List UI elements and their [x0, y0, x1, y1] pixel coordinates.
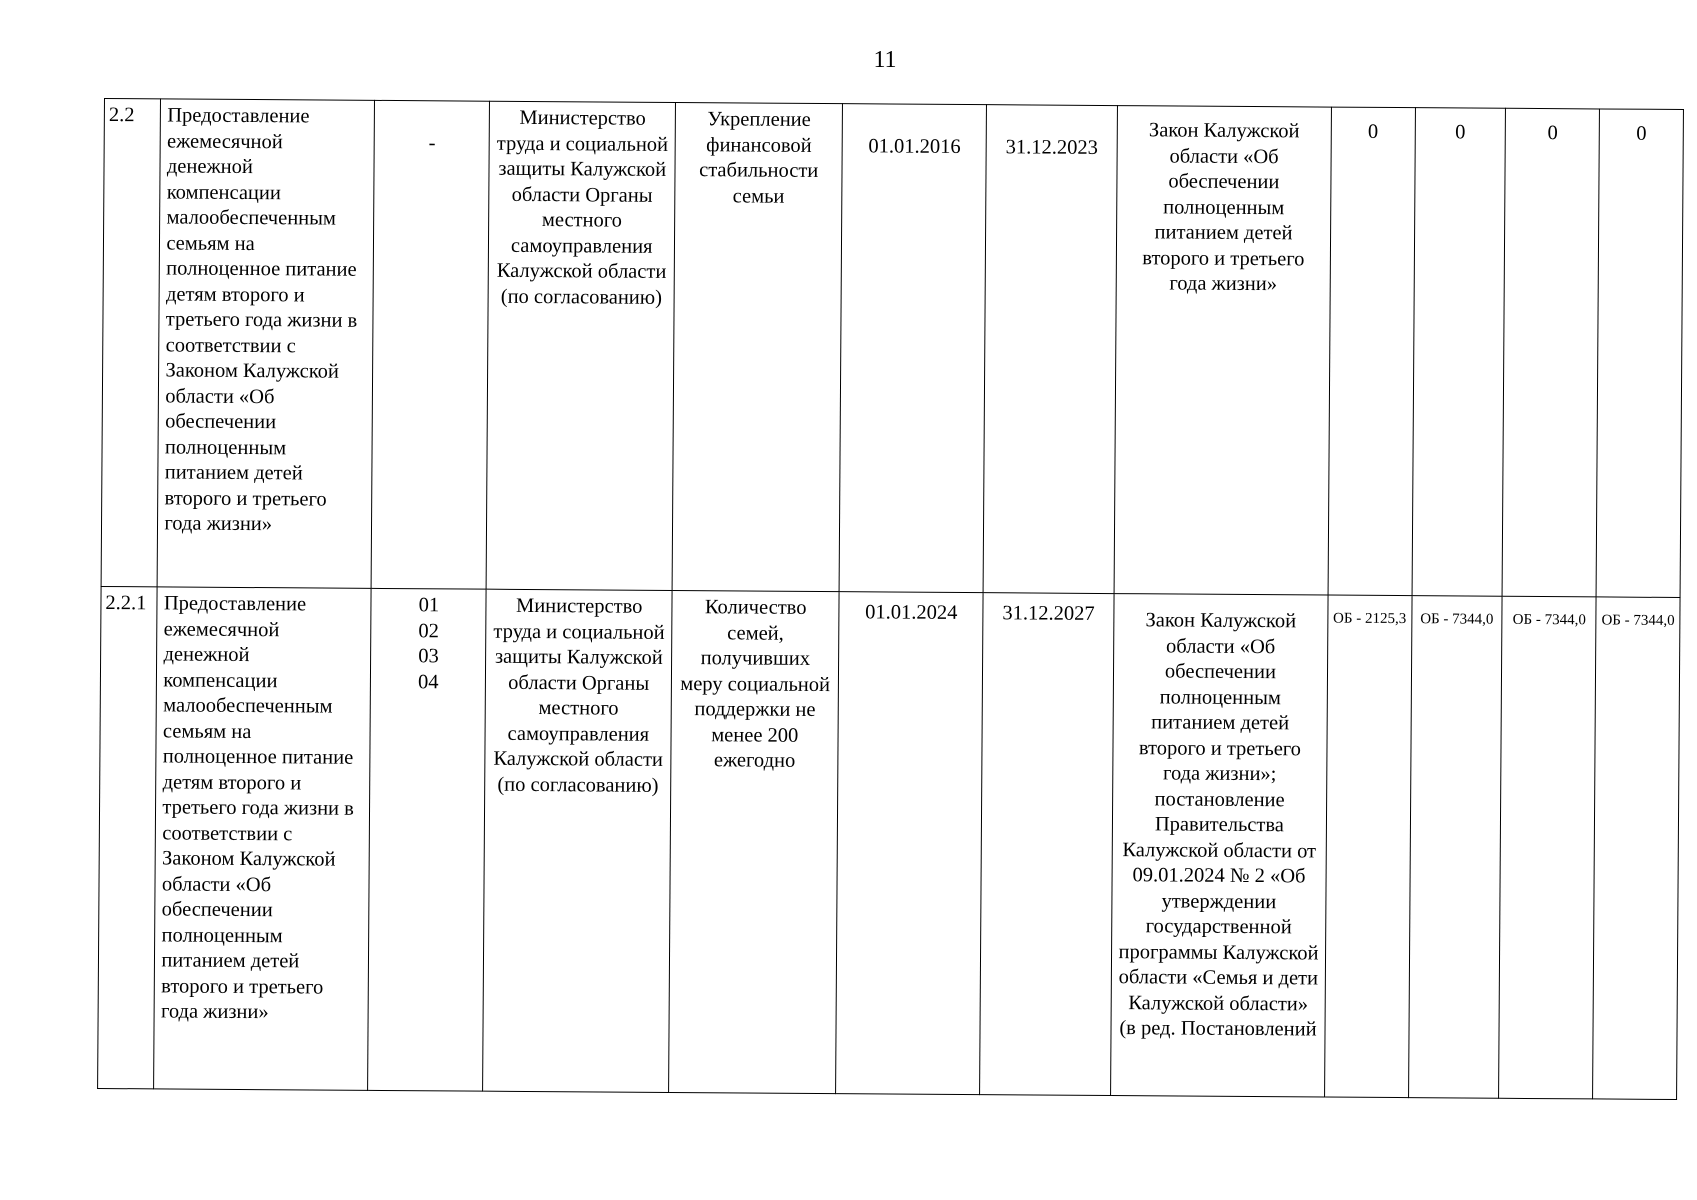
executor: Министерство труда и социальной защиты Калужской области Органы местного самоуправления Калужской области (по согласованию): [486, 101, 675, 590]
start-date: 01.01.2016: [839, 104, 987, 593]
measure-name: Предоставление ежемесячной денежной компенсации малообеспеченным семьям на полноценное питание детям второго и третьего года жизни в соответствии с Законом Калужской области «Об обеспечении полноценным питанием детей второго и третьего года жизни»: [154, 587, 372, 1090]
measures-table: [97, 98, 1684, 1100]
row-number: 2.2.1: [98, 586, 158, 1088]
financing-year-2: ОБ - 7344,0: [1408, 596, 1502, 1099]
financing-year-4: 0: [1596, 109, 1683, 598]
measure-name: Предоставление ежемесячной денежной компенсации малообеспеченным семьям на полноценное питание детям второго и третьего года жизни в соответствии с Законом Калужской области «Об обеспечении полноценным питанием детей второго и третьего года жизни»: [157, 99, 374, 588]
end-date: 31.12.2027: [980, 593, 1114, 1096]
financing-year-2: 0: [1412, 108, 1506, 597]
legal-basis: Закон Калужской области «Об обеспечении полноценным питанием детей второго и третьего года жизни»: [1114, 106, 1331, 595]
page-number: 11: [873, 47, 897, 73]
financing-year-3: ОБ - 7344,0: [1499, 596, 1596, 1099]
executor: Министерство труда и социальной защиты Калужской области Органы местного самоуправления Калужской области (по согласованию): [483, 589, 672, 1092]
measure-code: 01 02 03 04: [368, 588, 486, 1091]
table-row: [98, 586, 1680, 1099]
financing-year-1: ОБ - 2125,3: [1325, 595, 1412, 1098]
expected-result: Укрепление финансовой стабильности семьи: [672, 102, 842, 591]
financing-year-4: ОБ - 7344,0: [1593, 597, 1680, 1100]
financing-year-3: 0: [1502, 108, 1599, 597]
row-number: 2.2: [101, 99, 161, 587]
legal-basis: Закон Калужской области «Об обеспечении полноценным питанием детей второго и третьего года жизни»; постановление Правительства Калужской области от 09.01.2024 № 2 «Об утверждении государственной программы Калужской области «Семья и дети Калужской области» (в ред. Постановлений: [1110, 594, 1328, 1097]
expected-result: Количество семей, получивших меру социальной поддержки не менее 200 ежегодно: [669, 590, 840, 1093]
table-row: [101, 99, 1683, 598]
start-date: 01.01.2024: [836, 592, 984, 1095]
financing-year-1: 0: [1328, 107, 1415, 596]
end-date: 31.12.2023: [983, 105, 1117, 594]
measure-code: -: [372, 100, 490, 589]
